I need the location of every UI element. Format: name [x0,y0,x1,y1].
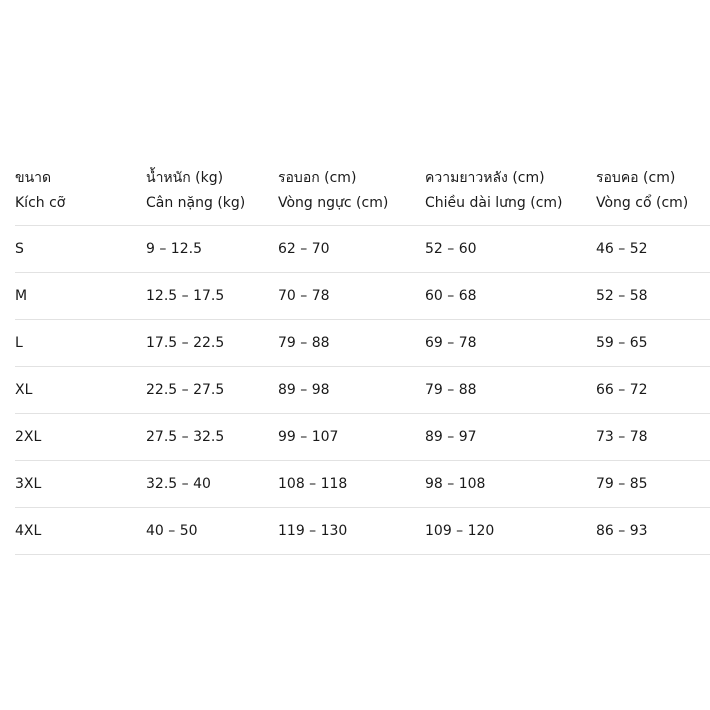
table-row [15,414,710,461]
cell-chest: 119 – 130 [278,523,348,539]
cell-neck: 73 – 78 [596,429,648,445]
header-weight-viet: Cân nặng (kg) [146,195,246,211]
cell-back-length: 60 – 68 [425,288,477,304]
table-row [15,461,710,508]
cell-neck: 79 – 85 [596,476,648,492]
cell-back-length: 52 – 60 [425,241,477,257]
table-row [15,320,710,367]
table-header-row [15,160,710,226]
table-row [15,226,710,273]
header-chest-viet: Vòng ngực (cm) [278,195,389,211]
cell-chest: 62 – 70 [278,241,330,257]
table-row [15,367,710,414]
cell-weight: 17.5 – 22.5 [146,335,225,351]
cell-back-length: 79 – 88 [425,382,477,398]
cell-weight: 27.5 – 32.5 [146,429,225,445]
table-row [15,508,710,555]
cell-size: XL [15,382,33,398]
cell-weight: 40 – 50 [146,523,198,539]
cell-chest: 89 – 98 [278,382,330,398]
cell-neck: 66 – 72 [596,382,648,398]
header-size-viet: Kích cỡ [15,195,66,211]
cell-size: 3XL [15,476,42,492]
cell-chest: 108 – 118 [278,476,348,492]
cell-neck: 59 – 65 [596,335,648,351]
cell-weight: 32.5 – 40 [146,476,211,492]
cell-back-length: 69 – 78 [425,335,477,351]
cell-weight: 9 – 12.5 [146,241,202,257]
header-neck-thai: รอบคอ (cm) [596,170,676,186]
header-back-length-thai: ความยาวหลัง (cm) [425,170,545,186]
cell-chest: 70 – 78 [278,288,330,304]
cell-size: L [15,335,23,351]
header-back-length-viet: Chiều dài lưng (cm) [425,195,563,211]
cell-back-length: 89 – 97 [425,429,477,445]
cell-neck: 46 – 52 [596,241,648,257]
cell-back-length: 98 – 108 [425,476,486,492]
cell-neck: 52 – 58 [596,288,648,304]
cell-weight: 22.5 – 27.5 [146,382,225,398]
cell-size: 2XL [15,429,42,445]
cell-chest: 99 – 107 [278,429,339,445]
size-chart-table [15,160,710,555]
cell-neck: 86 – 93 [596,523,648,539]
cell-weight: 12.5 – 17.5 [146,288,225,304]
cell-size: M [15,288,28,304]
table-row [15,273,710,320]
header-neck-viet: Vòng cổ (cm) [596,195,689,211]
cell-back-length: 109 – 120 [425,523,495,539]
cell-chest: 79 – 88 [278,335,330,351]
cell-size: S [15,241,24,257]
header-chest-thai: รอบอก (cm) [278,170,357,186]
header-size-thai: ขนาด [15,170,52,186]
header-weight-thai: น้ำหนัก (kg) [146,170,224,186]
cell-size: 4XL [15,523,42,539]
